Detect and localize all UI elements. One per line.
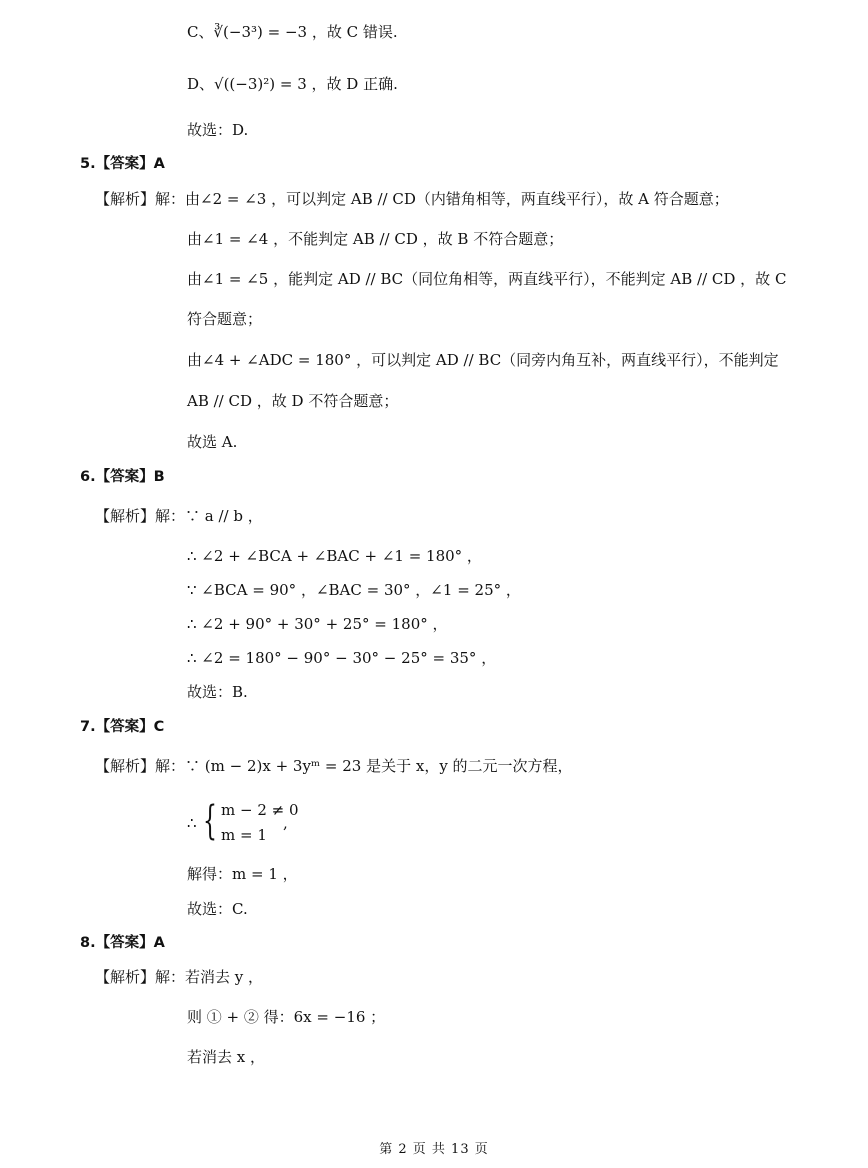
option-c-line: C、∛(−3³) = −3 ，故 C 错误. [187,23,398,41]
q8-analysis-line-3: 若消去 x ， [187,1048,265,1066]
q6-analysis-line-4: ∴ ∠2 + 90° + 30° + 25° = 180° ， [187,615,448,633]
page-footer: 第 2 页 共 13 页 [379,1142,489,1157]
q6-analysis-line-1: 【解析】解：∵ a // b ， [95,507,263,525]
q5-analysis-line-3: 由∠1 = ∠5 ，能判定 AD // BC（同位角相等，两直线平行），不能判定 AB // CD ，故 C [187,270,787,288]
q6-analysis-line-2: ∴ ∠2 + ∠BCA + ∠BAC + ∠1 = 180° ， [187,547,482,565]
system-equation-1: m − 2 ≠ 0 [221,801,299,819]
q7-solution: 解得：m = 1 ， [187,865,298,883]
q6-analysis-line-5: ∴ ∠2 = 180° − 90° − 30° − 25° = 35° ， [187,649,497,667]
q5-answer-heading: 5.【答案】A [80,156,165,172]
q6-answer-heading: 6.【答案】B [80,469,165,485]
q6-choice: 故选：B. [187,683,248,701]
system-equation-2: m = 1 [221,826,267,844]
q5-analysis-line-2: 由∠1 = ∠4 ，不能判定 AB // CD ，故 B 不符合题意； [187,230,564,248]
q7-equation-system [187,798,307,848]
system-brace: { [203,798,217,844]
q7-choice: 故选：C. [187,900,248,918]
q5-analysis-line-5: 由∠4 + ∠ADC = 180° ，可以判定 AD // BC（同旁内角互补，两直线平行），不能判定 [187,351,779,369]
therefore-symbol: ∴ [187,814,197,832]
q5-analysis-line-6: AB // CD ，故 D 不符合题意； [187,392,399,410]
q8-analysis-line-1: 【解析】解：若消去 y ， [95,968,264,986]
system-comma: , [283,814,288,832]
q8-answer-heading: 8.【答案】A [80,935,165,951]
q5-choice: 故选 A. [187,433,238,451]
q8-analysis-line-2: 则 ① + ② 得：6x = −16 ； [187,1008,386,1026]
option-d-line: D、√((−3)²) = 3 ，故 D 正确. [187,75,398,93]
q7-analysis-line-1: 【解析】解：∵ (m − 2)x + 3yᵐ = 23 是关于 x，y 的二元一次方程， [95,757,573,775]
q4-choice: 故选：D. [187,121,249,139]
q6-analysis-line-3: ∵ ∠BCA = 90° ，∠BAC = 30° ，∠1 = 25° ， [187,581,521,599]
q5-analysis-line-4: 符合题意； [187,310,263,328]
q5-analysis-line-1: 【解析】解：由∠2 = ∠3 ，可以判定 AB // CD（内错角相等，两直线平行），故 A 符合题意； [95,190,729,208]
q7-answer-heading: 7.【答案】C [80,719,165,735]
